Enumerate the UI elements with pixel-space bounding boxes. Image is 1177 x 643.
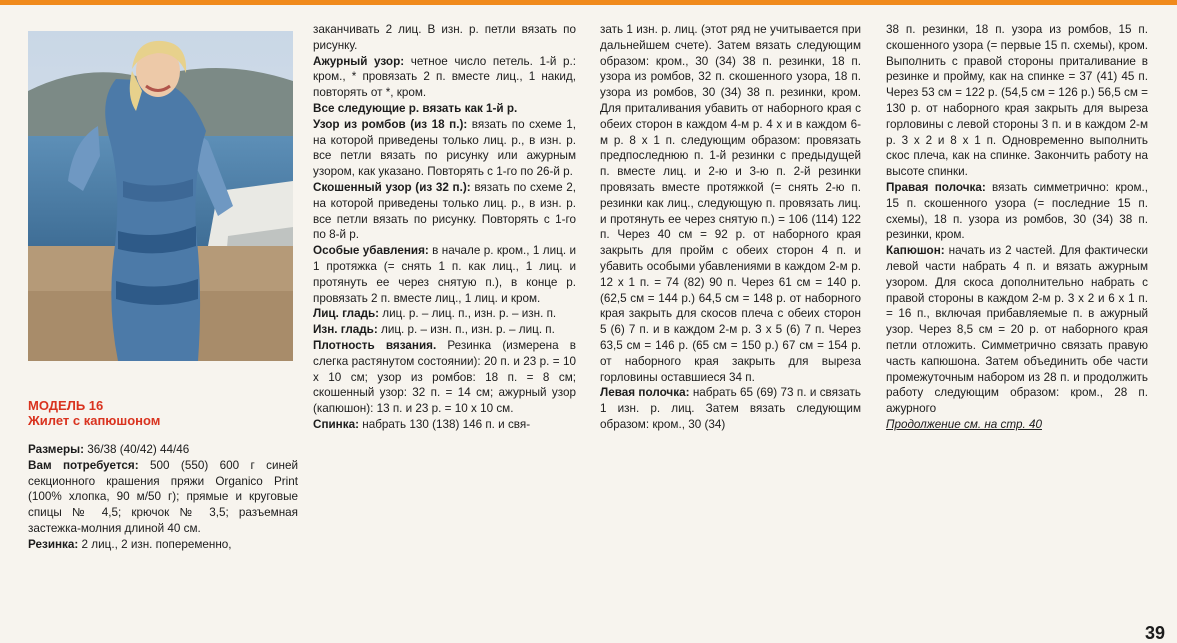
model-name: Жилет с капюшоном <box>28 413 161 428</box>
text-column-3 <box>886 22 1148 433</box>
hood-label: Капюшон: <box>886 244 945 258</box>
stockinette-section <box>313 306 576 322</box>
materials-text: 500 (550) 600 г синей секционного крашения пряжи Organico Print (100% хлопка, 90 м/50 г); прямые и круговые спицы № 4,5; крючок № 3,5; разъемная застежка-молния длиной 40 см. <box>28 458 298 535</box>
left-front-label: Левая полочка: <box>600 386 690 400</box>
openwork-label: Ажурный узор: <box>313 54 405 68</box>
hood-text: начать из 2 частей. Для фактически левой части набрать 4 п. и вязать ажурным узором. Для скоса дополнительно набрать с правой стороны в каждом 2-м р. 3 x 2 и 6 x 1 п. = 16 п., включая прибавляемые п. в ажурный узор. Через 8,5 см = 20 р. от наборного края петли отложить. Симметрично связать правую часть капюшона. Затем объединить обе части промежуточным набором из 28 п. и продолжить работу следующим образом: кром., 28 п. ажурного <box>886 244 1148 416</box>
right-front-label: Правая полочка: <box>886 180 986 194</box>
stockinette-text: лиц. р. – лиц. п., изн. р. – изн. п. <box>379 307 557 321</box>
back-continued: зать 1 изн. р. лиц. (этот ряд не учитывается при дальнейшем счете). Затем вязать следующим образом: кром., 30 (34) 38 п. резинки, 18 п. узора из ромбов, 32 п. скошенного узора, 18 п. узора из ромбов, 30 (34) 38 п. резинки, кром. Для приталивания убавить от наборного края с обеих сторон в каждом 4-м р. 4 x и в каждом 6-м р. 8 x 1 п. следующим образом: провязать предпоследнюю п. 1-й резинки с предыдущей п. вместе лиц. и 2-ю и 3-ю п. 2-й резинки провязать вместе протяжкой (= снять 2-ю п. резинки как лиц., следующую п. провязать лиц. и протянуть ее через снятую п.) = 106 (114) 122 п. Через 40 см = 92 р. от наборного края закрыть для пройм с обеих сторон 4 п. и убавить особыми убавлениями в каждом 2-м р. 12 x 1 п. = 74 (82) 90 п. Через 61 см = 140 р. (62,5 см = 144 р.) 64,5 см = 148 р. от наборного края закрыть для скосов плеча с обеих сторон 5 (6) 7 п. и в каждом 2-м р. 3 x 5 (6) 7 п. Через 63,5 см = 146 р. (65 см = 150 р.) 67 см = 154 р. от наборного края закрыть для выреза горловины оставшиеся 34 п. <box>600 23 861 384</box>
continuation-link[interactable]: Продолжение см. на стр. 40 <box>886 417 1042 431</box>
diamond-section <box>313 117 576 180</box>
back-text: набрать 130 (138) 146 п. и свя- <box>359 417 531 431</box>
photo-illustration <box>28 31 293 361</box>
openwork-section <box>313 54 576 101</box>
diamond-label: Узор из ромбов (из 18 п.): <box>313 117 468 131</box>
gauge-text: Резинка (измерена в слегка растянутом состоянии): 20 п. и 23 р. = 10 x 10 см; узор из ромбов: 18 п. = 8 см; скошенный узор: 32 п. = 14 см; ажурный узор (капюшон): 13 п. и 23 р. = 10 x 10 см. <box>313 338 576 416</box>
left-front-continued: 38 п. резинки, 18 п. узора из ромбов, 15 п. скошенного узора (= первые 15 п. схемы), кром. Выполнить с правой стороны приталивание в резинке и пройму, как на спинке = 37 (41) 45 п. Через 53 см = 122 р. (54,5 см = 126 р.) 56,5 см = 130 р. от наборного края закрыть для выреза горловины с левой стороны 3 п. и в каждом 2-м р. 3 x 2 и 8 x 1 п. Одновременно выполнить скос плеча, как на спинке. Закончить работу на высоте спинки. <box>886 23 1148 179</box>
model-photo <box>28 31 293 361</box>
reverse-label: Изн. гладь: <box>313 323 378 337</box>
gauge-section <box>313 338 576 417</box>
decrease-label: Особые убавления: <box>313 244 429 258</box>
model-info <box>28 398 298 553</box>
right-front-text: вязать симметрично: кром., 15 п. скошенного узора (= последние 15 п. схемы), 18 п. узора из ромбов, 30 (34) 38 п. резинки, кром. <box>886 180 1148 242</box>
bevel-section <box>313 180 576 243</box>
sizes-label: Размеры: <box>28 443 84 456</box>
hood-section <box>886 243 1148 417</box>
sizes-text: 36/38 (40/42) 44/46 <box>83 443 190 456</box>
materials-block <box>28 442 298 553</box>
rib-text: 2 лиц., 2 изн. попеременно, <box>78 537 232 551</box>
stockinette-label: Лиц. гладь: <box>313 307 380 321</box>
bevel-label: Скошенный узор (из 32 п.): <box>313 180 471 194</box>
back-section <box>313 417 576 433</box>
text-column-1 <box>313 22 576 433</box>
bevel-text: вязать по схеме 2, на которой приведены только лиц. р., в изн. р. все петли вязать по рисунку. Повторять с 1-го по 8-й р. <box>313 180 576 242</box>
gauge-label: Плотность вязания. <box>313 338 437 352</box>
materials-label: Вам потребуется: <box>28 458 139 472</box>
diamond-text: вязать по схеме 1, на которой приведены только лиц. р., в изн. р. все петли вязать по рисунку или ажурным узором, как указано. Повторять с 1-го по 26-й р. <box>313 117 576 179</box>
decrease-text: в начале р. кром., 1 лиц. и 1 протяжка (= снять 1 п. как лиц., 1 лиц. и протянуть ее через снятую п.), в конце р. провязать 2 п. вместе лиц., 1 лиц. и кром. <box>313 244 576 305</box>
all-rows-note: Все следующие р. вязать как 1-й р. <box>313 101 518 115</box>
left-front-section <box>600 385 861 432</box>
back-label: Спинка: <box>313 417 359 431</box>
reverse-text: лиц. р. – изн. п., изн. р. – лиц. п. <box>377 323 555 337</box>
left-front-text: набрать 65 (69) 73 п. и связать 1 изн. р. лиц. Затем вязать следующим образом: кром., 30 (34) <box>600 386 861 431</box>
continuation-note[interactable] <box>886 417 1148 433</box>
col1-paragraph: заканчивать 2 лиц. В изн. р. петли вязать по рисунку. <box>313 23 576 52</box>
page-number: 39 <box>1144 623 1165 643</box>
decrease-section <box>313 243 576 306</box>
rib-label: Резинка: <box>28 537 79 551</box>
text-column-2 <box>600 22 861 433</box>
openwork-text: четное число петель. 1-й р.: кром., * провязать 2 п. вместе лиц., 1 накид, повторять от *, кром. <box>313 54 576 100</box>
model-number: МОДЕЛЬ 16 <box>28 398 104 413</box>
reverse-section <box>313 322 576 338</box>
right-front-section <box>886 180 1148 243</box>
top-accent-bar <box>0 0 1177 5</box>
